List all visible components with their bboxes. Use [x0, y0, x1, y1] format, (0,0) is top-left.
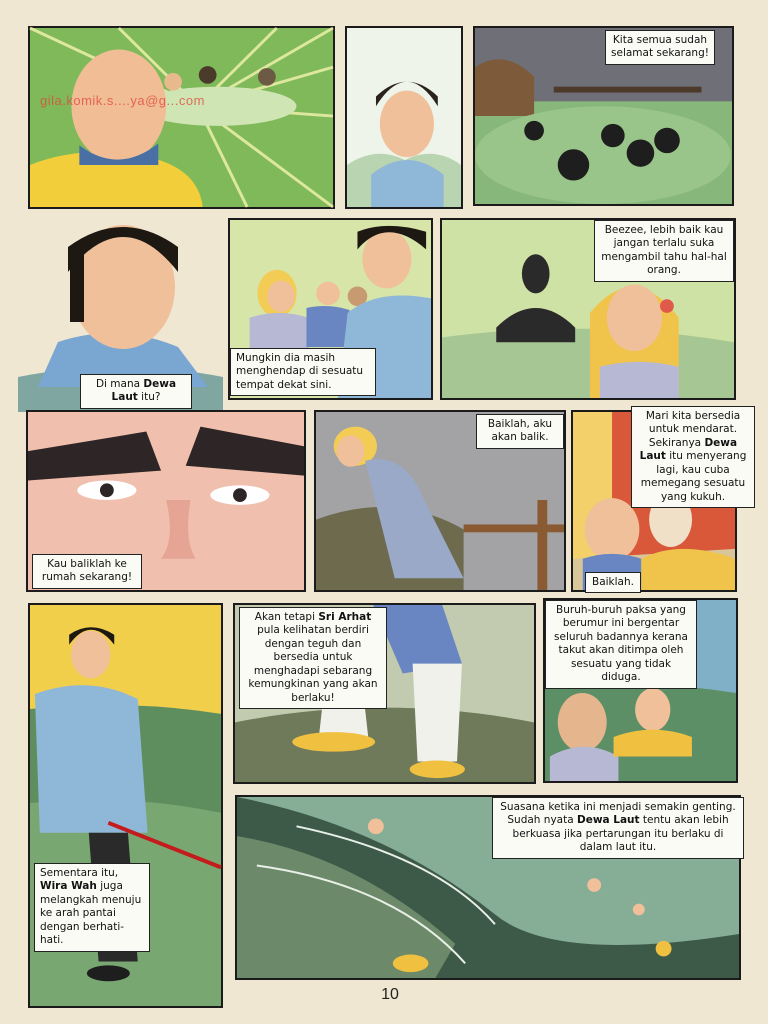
- panel-1-bald-man: [28, 26, 335, 209]
- bubble-text-bold: Dewa Laut: [639, 436, 738, 463]
- speech-bubble: Kau baliklah ke rumah sekarang!: [32, 554, 142, 589]
- speech-bubble: Baiklah, aku akan balik.: [476, 414, 564, 449]
- caption-text-bold: Wira Wah: [40, 880, 97, 893]
- panel-8-girl-climbing: [314, 410, 566, 592]
- panel-1-art: [30, 28, 333, 207]
- caption-text: juga melangkah menuju ke arah pantai dengan berhati-hati.: [40, 880, 142, 947]
- speech-bubble: [631, 406, 755, 508]
- caption-text: Suasana ketika ini menjadi semakin genting. Sudah nyata: [500, 801, 736, 827]
- panel-7-angry-eyes: [26, 410, 306, 592]
- caption-text-bold: Sri Arhat: [318, 611, 372, 623]
- panel-2-boy-in-water: [345, 26, 463, 209]
- panel-11-sri-arhat: [233, 603, 536, 784]
- watermark: gila.komik.s....ya@g...com: [40, 93, 205, 108]
- page-number: 10: [381, 986, 399, 1003]
- caption-box: Buruh-buruh paksa yang berumur ini bergentar seluruh badannya kerana takut akan ditimpa oleh sesuatu yang tidak diduga.: [545, 600, 697, 689]
- panel-5-group: [228, 218, 433, 400]
- panel-4-boy-portrait: [18, 212, 223, 412]
- speech-bubble: Mungkin dia masih menghendap di sesuatu tempat dekat sini.: [230, 348, 376, 396]
- caption-text: Sementara itu,: [40, 867, 119, 879]
- caption-text: Akan tetapi: [254, 611, 319, 623]
- panel-6-girl: [440, 218, 736, 400]
- panel-9-two-men: [571, 410, 747, 592]
- caption-box: [239, 607, 387, 709]
- caption-box: [492, 797, 744, 859]
- speech-bubble-reply: Baiklah.: [585, 572, 641, 593]
- panel-13-sea-battle: [235, 795, 741, 980]
- caption-text: tentu akan lebih berkuasa jika pertarungan itu berlaku di dalam laut itu.: [512, 814, 729, 854]
- caption-box: [34, 863, 150, 952]
- bubble-text: Mari kita bersedia untuk mendarat. Sekiranya: [645, 410, 741, 449]
- panel-10-wira-wah: [28, 603, 223, 1008]
- bubble-text: itu?: [137, 391, 161, 404]
- caption-text-bold: Dewa Laut: [576, 814, 640, 827]
- speech-bubble: [80, 374, 192, 409]
- bubble-text-bold: Dewa Laut: [111, 378, 177, 404]
- speech-bubble: Kita semua sudah selamat sekarang!: [605, 30, 715, 65]
- bubble-text: itu menyerang lagi, kau cuba memegang sesuatu yang kukuh.: [640, 450, 747, 503]
- caption-text: pula kelihatan berdiri dengan teguh dan bersedia untuk menghadapi sebarang kemungkinan yang akan berlaku!: [248, 624, 378, 704]
- panel-3-survivors: [473, 26, 734, 206]
- panel-2-art: [347, 28, 461, 207]
- panel-12-old-workers: [543, 598, 738, 783]
- bubble-text: Di mana: [95, 378, 144, 390]
- speech-bubble: Beezee, lebih baik kau jangan terlalu suka mengambil tahu hal-hal orang.: [594, 220, 734, 282]
